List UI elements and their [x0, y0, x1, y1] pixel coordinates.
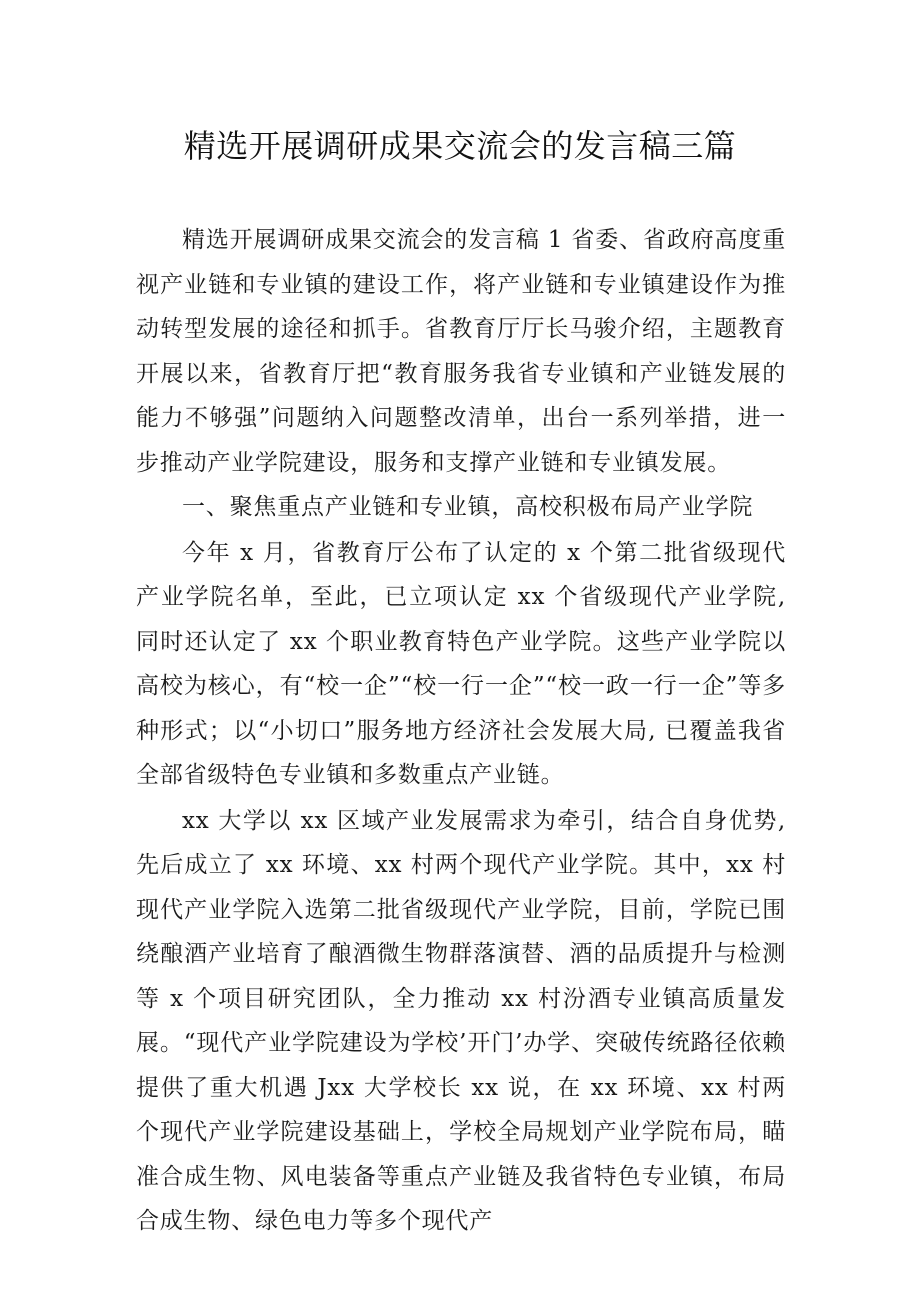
paragraph-intro: 精选开展调研成果交流会的发言稿 1 省委、省政府高度重视产业链和专业镇的建设工作，将产业链和专业镇建设作为推动转型发展的途径和抓手。省教育厅厅长马骏介绍，主题教育开展以来，省教育厅把“教育服务我省专业镇和产业链发展的能力不够强”问题纳入问题整改清单，出台一系列举措，进一步推动产业学院建设，服务和支撑产业链和专业镇发展。 [136, 227, 786, 476]
paragraph-university: xx 大学以 xx 区域产业发展需求为牵引，结合自身优势, 先后成立了 xx 环境、xx 村两个现代产业学院。其中，xx 村现代产业学院入选第二批省级现代产业学院，目前，学院已围绕酿酒产业培育了酿酒微生物群落演替、酒的品质提升与检测等 x 个项目研究团队，全力推动 xx 村汾酒专业镇高质量发展。“现代产业学院建设为学校’开门’办学、突破传统路径依赖提供了重大机遇 Jxx 大学校长 xx 说，在 xx 环境、xx 村两个现代产业学院建设基础上，学校全局规划产业学院布局，瞄准合成生物、风电装备等重点产业链及我省特色专业镇，布局合成生物、绿色电力等多个现代产 [136, 807, 786, 1234]
document-body [136, 218, 786, 1244]
paragraph-announcement: 今年 x 月，省教育厅公布了认定的 x 个第二批省级现代产业学院名单，至此，已立项认定 xx 个省级现代产业学院, 同时还认定了 xx 个职业教育特色产业学院。这些产业学院以高校为核心，有“校一企”“校一行一企”“校一政一行一企”等多种形式；以“小切口”服务地方经济社会发展大局, 已覆盖我省全部省级特色专业镇和多数重点产业链。 [136, 539, 786, 788]
document-title: 精选开展调研成果交流会的发言稿三篇 [183, 127, 737, 165]
section-heading-1: 一、聚焦重点产业链和专业镇，高校积极布局产业学院 [182, 494, 754, 520]
